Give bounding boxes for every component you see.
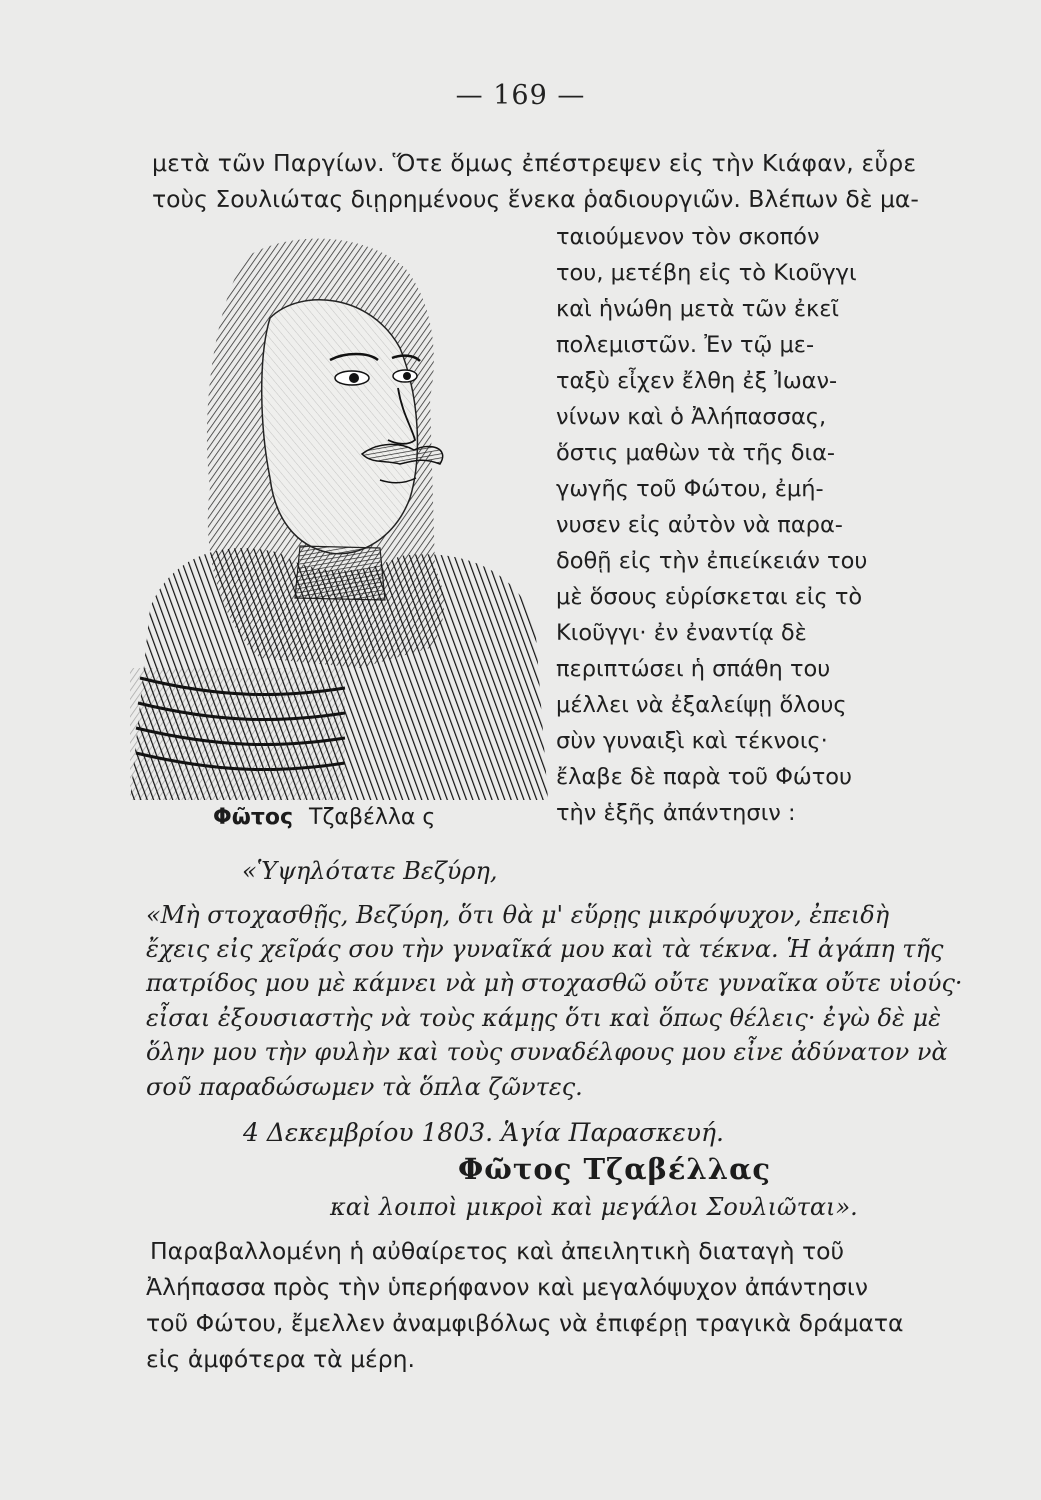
portrait-engraving (130, 228, 548, 800)
text-line: σὺν γυναιξὶ καὶ τέκνοις· (556, 728, 828, 754)
letter-line: σοῦ παραδώσωμεν τὰ ὅπλα ζῶντες. (146, 1073, 583, 1101)
signature: Φῶτος Τζαβέλλας (458, 1152, 772, 1186)
text-line: πολεμιστῶν. Ἐν τῷ με- (556, 332, 815, 358)
text-line: γωγῆς τοῦ Φώτου, ἐμή- (556, 476, 824, 502)
text-line: ταιούμενον τὸν σκοπόν (556, 224, 820, 250)
text-line: ἔλαβε δὲ παρὰ τοῦ Φώτου (556, 764, 853, 790)
text-line: ὅστις μαθὼν τὰ τῆς δια- (556, 440, 836, 466)
text-line: δοθῇ εἰς τὴν ἐπιείκειάν του (556, 548, 868, 574)
letter-date: 4 Δεκεμβρίου 1803. Ἁγία Παρασκευή. (243, 1118, 724, 1147)
text-line: τοὺς Σουλιώτας διῃρημένους ἕνεκα ῥαδιουργιῶν. Βλέπων δὲ μα- (152, 185, 919, 213)
text-line: μὲ ὅσους εὑρίσκεται εἰς τὸ (556, 584, 863, 610)
portrait-caption (213, 805, 435, 830)
letter-line: ὅλην μου τὴν φυλὴν καὶ τοὺς συναδέλφους μου εἶνε ἀδύνατον νὰ (146, 1038, 948, 1066)
letter-line: «Μὴ στοχασθῇς, Βεζύρη, ὅτι θὰ μ' εὕρῃς μικρόψυχον, ἐπειδὴ (146, 901, 890, 929)
text-line: εἰς ἀμφότερα τὰ μέρη. (146, 1345, 416, 1373)
text-line: του, μετέβη εἰς τὸ Κιοῦγγι (556, 260, 857, 286)
text-line: Κιοῦγγι· ἐν ἐναντίᾳ δὲ (556, 620, 807, 646)
page-number: — 169 — (455, 80, 586, 111)
letter-line: ἔχεις εἰς χεῖράς σου τὴν γυναῖκά μου καὶ τὰ τέκνα. Ἡ ἀγάπη τῆς (146, 935, 944, 963)
text-line: τοῦ Φώτου, ἔμελλεν ἀναμφιβόλως νὰ ἐπιφέρῃ τραγικὰ δράματα (146, 1309, 904, 1337)
text-line: τὴν ἑξῆς ἀπάντησιν : (556, 800, 796, 826)
text-line: ταξὺ εἶχεν ἔλθη ἐξ Ἰωαν- (556, 368, 838, 394)
letter-line: πατρίδος μου μὲ κάμνει νὰ μὴ στοχασθῶ οὔτε γυναῖκα οὔτε υἱούς· (146, 969, 963, 997)
text-line: περιπτώσει ἡ σπάθη του (556, 656, 831, 682)
text-line: Παραβαλλομένη ἡ αὐθαίρετος καὶ ἀπειλητικὴ διαταγὴ τοῦ (150, 1237, 845, 1265)
caption-name: Φῶτος (213, 805, 294, 830)
letter-line: εἶσαι ἐξουσιαστὴς νὰ τοὺς κάμῃς ὅτι καὶ ὅπως θέλεις· ἐγὼ δὲ μὲ (146, 1004, 941, 1032)
text-line: Ἀλήπασσα πρὸς τὴν ὑπερήφανον καὶ μεγαλόψυχον ἀπάντησιν (146, 1273, 868, 1301)
text-line: μετὰ τῶν Παργίων. Ὅτε ὅμως ἐπέστρεψεν εἰς τὴν Κιάφαν, εὗρε (152, 149, 917, 177)
moustache (362, 444, 443, 464)
text-line: καὶ ἡνώθη μετὰ τῶν ἐκεῖ (556, 296, 840, 322)
text-line: νυσεν εἰς αὐτὸν νὰ παρα- (556, 512, 843, 538)
text-line: νίνων καὶ ὁ Ἀλήπασσας, (556, 404, 827, 430)
caption-surname: Τζαβέλλα ς (309, 805, 436, 830)
signoff: καὶ λοιποὶ μικροὶ καὶ μεγάλοι Σουλιῶται». (330, 1193, 858, 1221)
letter-line: «Ὑψηλότατε Βεζύρη, (242, 857, 498, 885)
text-line: μέλλει νὰ ἐξαλείψῃ ὅλους (556, 692, 847, 718)
